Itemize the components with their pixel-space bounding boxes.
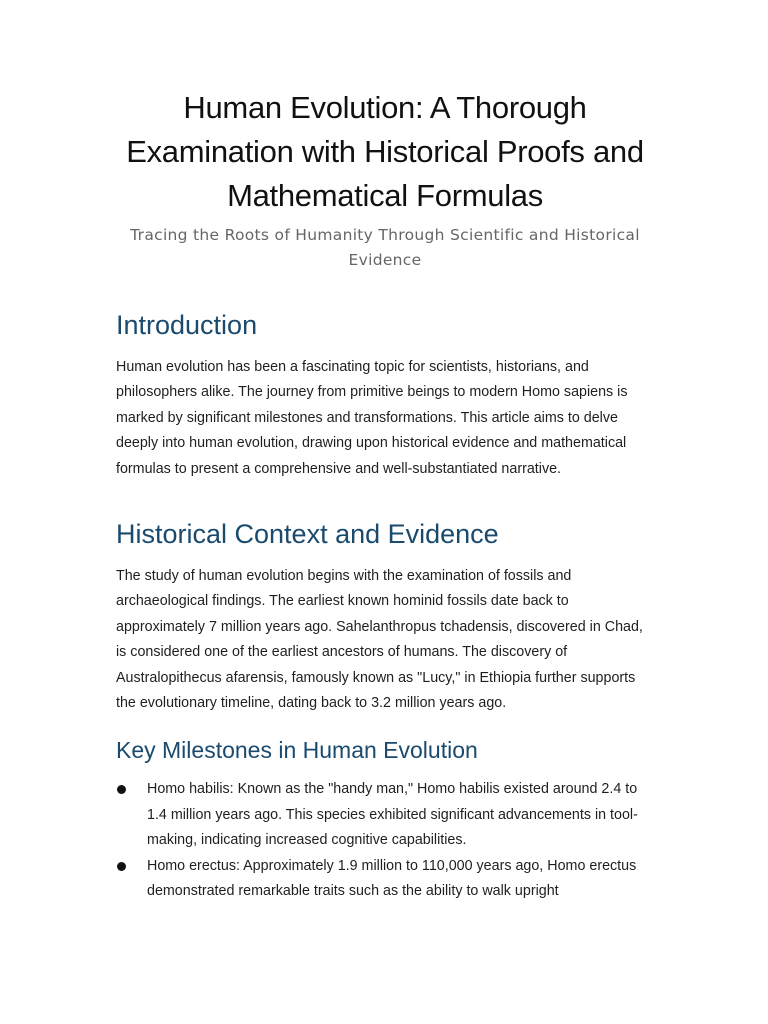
list-item bbox=[116, 777, 654, 853]
section-heading-historical-context: Historical Context and Evidence bbox=[116, 519, 499, 550]
list-item-text: Homo habilis: Known as the "handy man," Homo habilis existed around 2.4 to 1.4 million years ago. This species exhibited significant advancements in tool-making, indicating increased cognitive capabilities. bbox=[147, 781, 638, 849]
bullet-icon bbox=[117, 862, 126, 871]
introduction-paragraph: Human evolution has been a fascinating topic for scientists, historians, and philosophers alike. The journey from primitive beings to modern Homo sapiens is marked by significant milestones and transformations. This article aims to delve deeply into human evolution, drawing upon historical evidence and mathematical formulas to present a comprehensive and well-substantiated narrative. bbox=[116, 359, 628, 477]
document-subtitle: Tracing the Roots of Humanity Through Scientific and Historical Evidence bbox=[130, 226, 640, 269]
list-item bbox=[116, 854, 654, 905]
milestones-list bbox=[116, 777, 654, 904]
document-page bbox=[116, 86, 654, 905]
section-heading-introduction: Introduction bbox=[116, 310, 258, 340]
historical-context-paragraph: The study of human evolution begins with the examination of fossils and archaeological findings. The earliest known hominid fossils date back to approximately 7 million years ago. Sahelanthropus tchadensis, discovered in Chad, is considered one of the earliest ancestors of humans. The discovery of Australopithecus afarensis, famously known as "Lucy," in Ethiopia further supports the evolutionary timeline, dating back to 3.2 million years ago. bbox=[116, 568, 643, 712]
document-title: Human Evolution: A Thorough Examination with Historical Proofs and Mathematical Formulas bbox=[126, 90, 644, 213]
list-item-text: Homo erectus: Approximately 1.9 million to 110,000 years ago, Homo erectus demonstrated remarkable traits such as the ability to walk upright bbox=[147, 857, 637, 900]
subsection-heading-key-milestones: Key Milestones in Human Evolution bbox=[116, 737, 478, 764]
bullet-icon bbox=[117, 785, 126, 794]
